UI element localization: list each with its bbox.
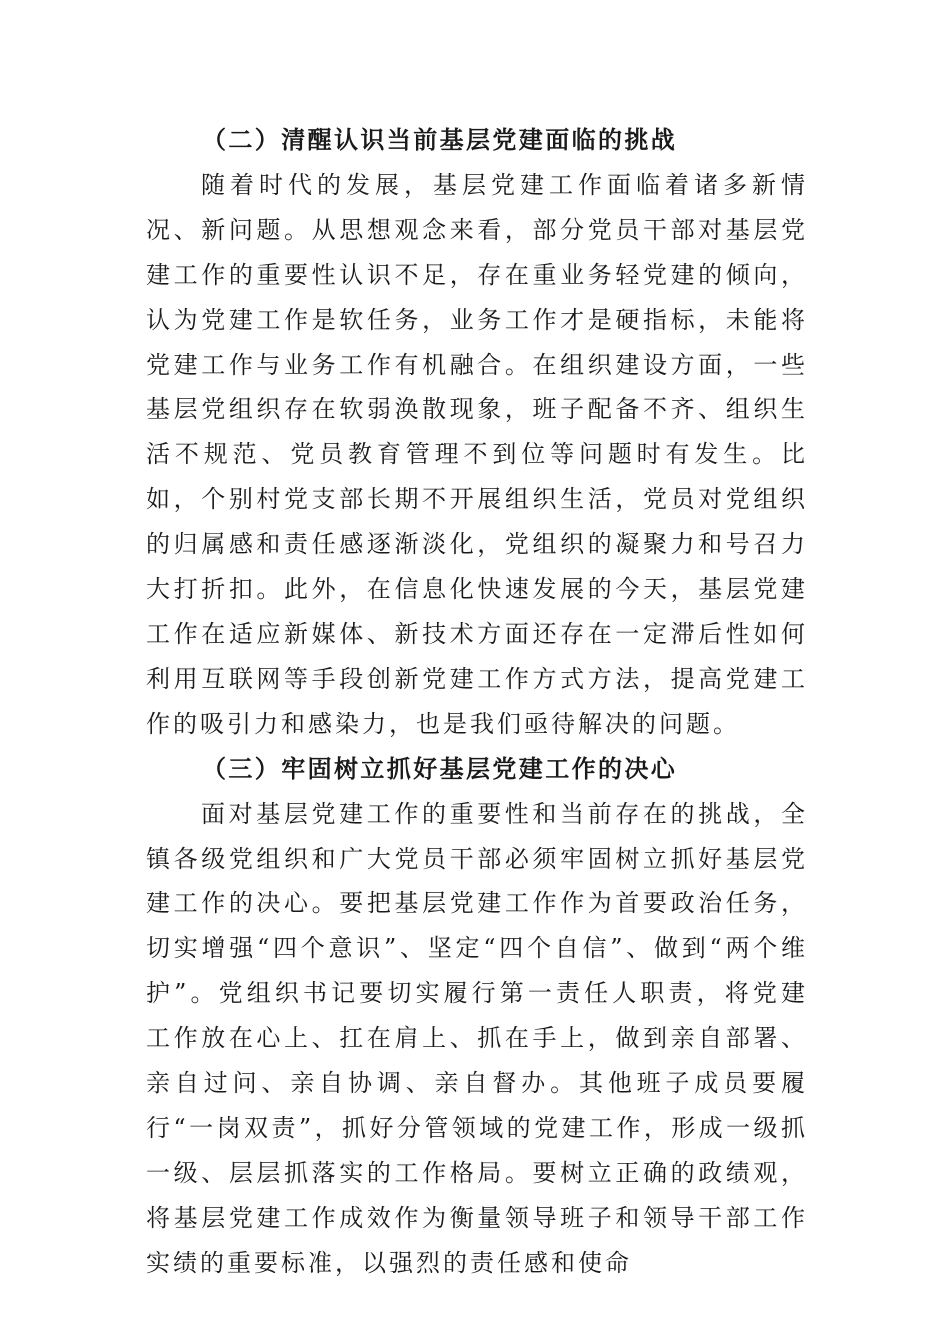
- section-paragraph-2: 随着时代的发展，基层党建工作面临着诸多新情况、新问题。从思想观念来看，部分党员干部对基层党建工作的重要性认识不足，存在重业务轻党建的倾向，认为党建工作是软任务，业务工作才是硬指标，未能将党建工作与业务工作有机融合。在组织建设方面，一些基层党组织存在软弱涣散现象，班子配备不齐、组织生活不规范、党员教育管理不到位等问题时有发生。比如，个别村党支部长期不开展组织生活，党员对党组织的归属感和责任感逐渐淡化，党组织的凝聚力和号召力大打折扣。此外，在信息化快速发展的今天，基层党建工作在适应新媒体、新技术方面还存在一定滞后性如何利用互联网等手段创新党建工作方式方法，提高党建工作的吸引力和感染力，也是我们亟待解决的问题。: [146, 170, 808, 738]
- section-heading-3: （三）牢固树立抓好基层党建工作的决心: [202, 753, 678, 783]
- section-heading-2: （二）清醒认识当前基层党建面临的挑战: [202, 125, 678, 154]
- section-paragraph-3: 面对基层党建工作的重要性和当前存在的挑战，全镇各级党组织和广大党员干部必须牢固树立抓好基层党建工作的决心。要把基层党建工作作为首要政治任务，切实增强“四个意识”、坚定“四个自信”、做到“两个维护”。党组织书记要切实履行第一责任人职责，将党建工作放在心上、扛在肩上、抓在手上，做到亲自部署、亲自过问、亲自协调、亲自督办。其他班子成员要履行“一岗双责”，抓好分管领域的党建工作，形成一级抓一级、层层抓落实的工作格局。要树立正确的政绩观，将基层党建工作成效作为衡量领导班子和领导干部工作实绩的重要标准，以强烈的责任感和使命: [146, 799, 808, 1277]
- document-page: [146, 118, 808, 1286]
